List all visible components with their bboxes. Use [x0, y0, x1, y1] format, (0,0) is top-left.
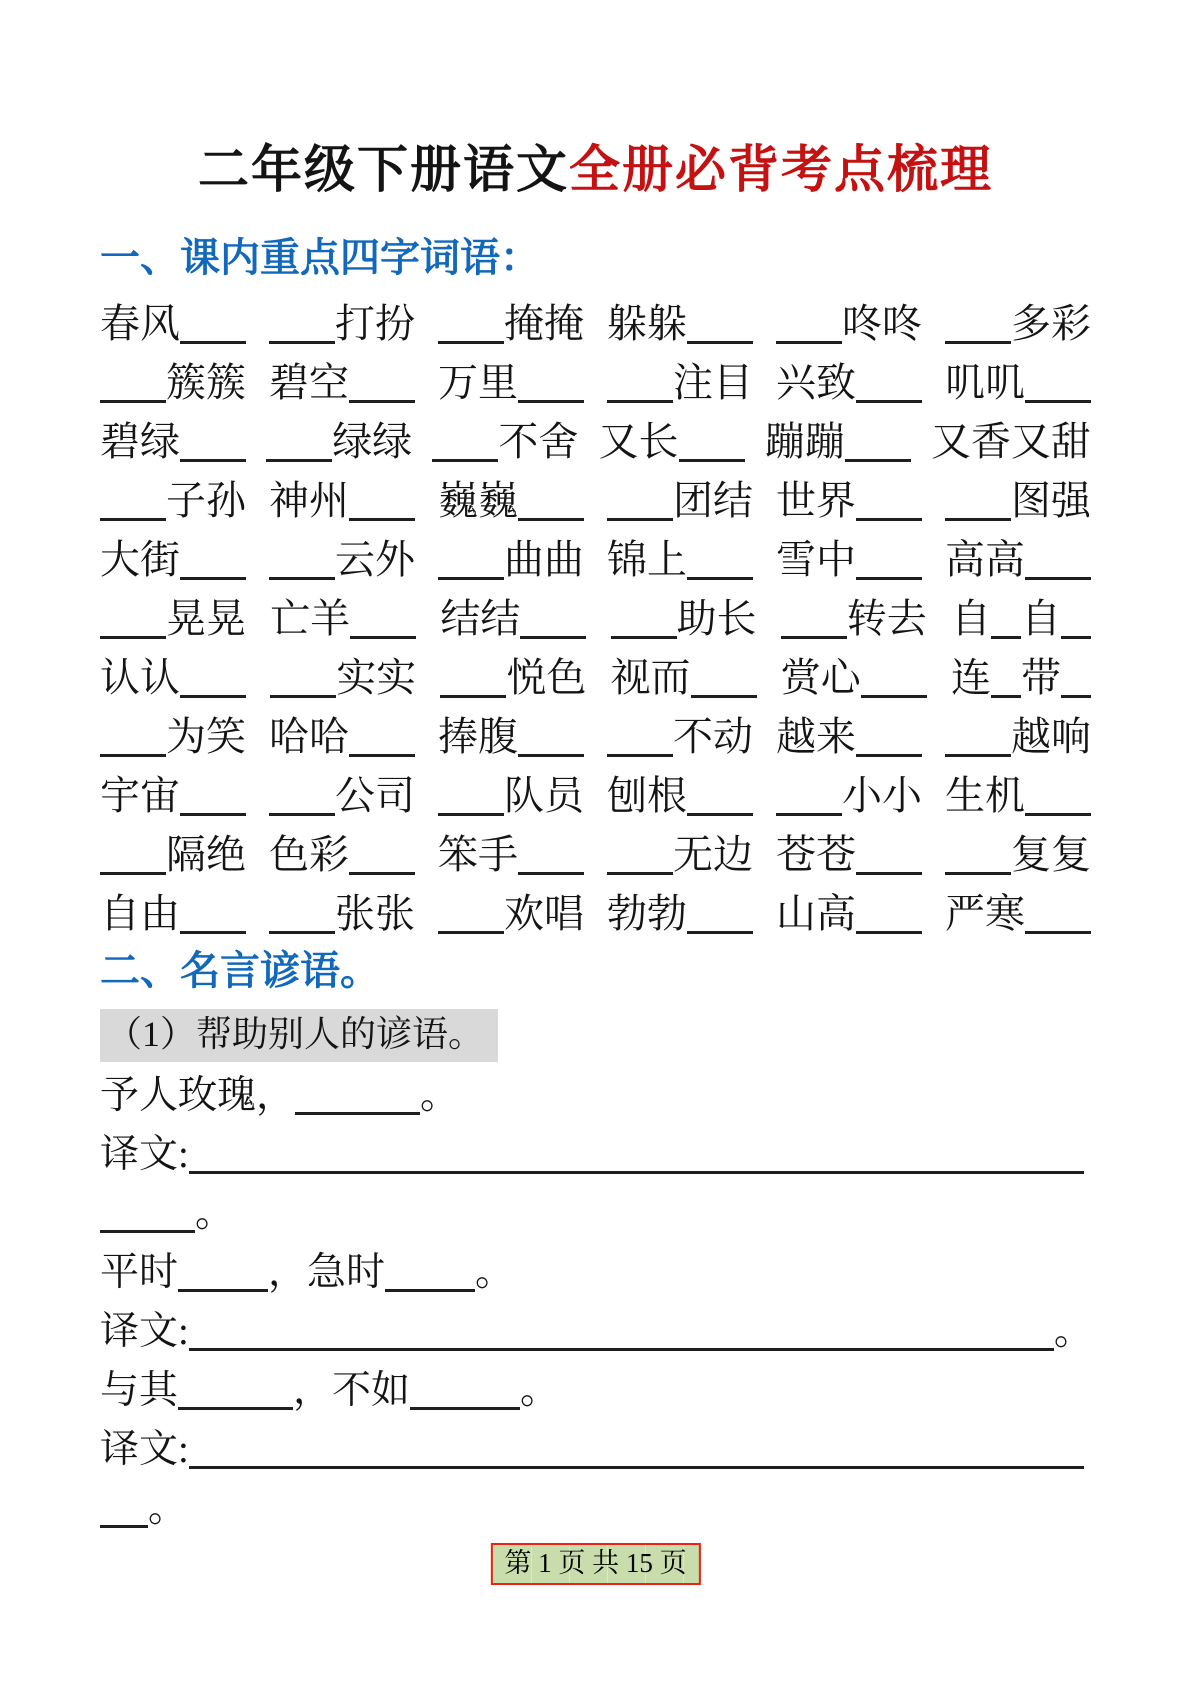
text-fragment: 队员: [504, 773, 584, 818]
page-footer-badge: [490, 1543, 700, 1585]
text-fragment: 绿绿: [332, 419, 413, 464]
blank-line: [687, 806, 753, 816]
page-title-black-part: 二年级下册语文: [197, 141, 569, 200]
word-cell: [945, 530, 1091, 589]
blank-line: [269, 924, 335, 934]
blank-line: [861, 688, 927, 698]
text-fragment: 笨手: [438, 832, 518, 877]
word-cell: [100, 825, 246, 884]
text-fragment: 兴致: [776, 360, 856, 405]
text-fragment: 锦上: [607, 537, 687, 582]
blank-line: [180, 688, 246, 698]
word-cell: [607, 707, 753, 766]
blank-line: [845, 452, 911, 462]
blank-line: [856, 747, 922, 757]
translation-line-2: [100, 1302, 1091, 1361]
blank-line: [945, 747, 1011, 757]
word-cell: [100, 884, 246, 943]
translation-line-3: [100, 1420, 1091, 1479]
word-cell: [266, 412, 412, 471]
text-fragment: 苍苍: [776, 832, 856, 877]
word-cell: [269, 707, 415, 766]
blank-line: [438, 334, 504, 344]
text-fragment: 欢唱: [504, 891, 584, 936]
text-fragment: 小小: [842, 773, 922, 818]
text-fragment: 连: [950, 655, 991, 700]
text-fragment: 予人玫瑰，: [100, 1073, 296, 1117]
word-cell: [438, 766, 584, 825]
word-cell: [440, 648, 586, 707]
text-fragment: 山高: [776, 891, 856, 936]
blank-line: [1061, 629, 1091, 639]
word-cell: [776, 294, 922, 353]
text-fragment: 高高: [945, 537, 1025, 582]
blank-line: [1025, 806, 1091, 816]
word-cell: [776, 707, 922, 766]
text-fragment: 不舍: [498, 419, 579, 464]
blank-line: [518, 511, 584, 521]
word-cell: [781, 648, 927, 707]
word-cell: [438, 530, 584, 589]
page-title-red-part: 全册必背考点梳理: [569, 141, 994, 200]
proverb-fill-in-lines: [100, 1066, 1091, 1538]
translation-line-1-continued: [100, 1184, 1091, 1243]
word-cell: [100, 707, 246, 766]
text-fragment: 。: [420, 1073, 460, 1117]
text-fragment: 。: [148, 1486, 188, 1530]
word-cell: [438, 884, 584, 943]
word-cell: [607, 471, 753, 530]
word-cell: [438, 294, 584, 353]
word-cell: [776, 530, 922, 589]
word-cell: [432, 412, 578, 471]
proverb-line-1: [100, 1066, 1091, 1125]
blank-line: [269, 334, 335, 344]
blank-line: [432, 452, 498, 462]
word-cell: [100, 589, 246, 648]
word-cell: [776, 471, 922, 530]
word-cell: [438, 471, 584, 530]
text-fragment: 隔绝: [166, 832, 246, 877]
text-fragment: 自由: [100, 891, 180, 936]
text-fragment: 自: [1020, 596, 1061, 641]
word-cell: [607, 530, 753, 589]
text-fragment: 无边: [673, 832, 753, 877]
text-fragment: 亡羊: [270, 596, 351, 641]
text-fragment: 捧腹: [438, 714, 518, 759]
word-cell: [438, 707, 584, 766]
word-row-11: [100, 884, 1091, 943]
text-fragment: 带: [1020, 655, 1061, 700]
blank-line: [269, 806, 335, 816]
word-row-10: [100, 825, 1091, 884]
word-cell: [100, 353, 246, 412]
word-cell: [440, 589, 586, 648]
text-fragment: 子孙: [166, 478, 246, 523]
word-row-1: [100, 294, 1091, 353]
blank-line: [295, 1105, 420, 1115]
text-fragment: 实实: [336, 655, 417, 700]
blank-line: [349, 747, 415, 757]
section2-heading: 二、名言谚语。: [100, 948, 380, 994]
text-fragment: 碧绿: [100, 419, 180, 464]
blank-line: [100, 1518, 148, 1528]
blank-line: [270, 688, 336, 698]
blank-line: [991, 688, 1021, 698]
blank-line: [349, 511, 415, 521]
blank-line: [180, 452, 246, 462]
text-fragment: 簇簇: [166, 360, 246, 405]
text-fragment: 译文:: [100, 1132, 189, 1176]
text-fragment: 助长: [676, 596, 757, 641]
word-cell: [100, 471, 246, 530]
word-cell: [945, 884, 1091, 943]
text-fragment: 与其: [100, 1368, 179, 1412]
page-title: [100, 0, 1091, 202]
word-cell: [951, 589, 1091, 648]
blank-line: [518, 865, 584, 875]
word-cell: [100, 766, 246, 825]
blank-line: [945, 865, 1011, 875]
word-cell: [611, 648, 757, 707]
subsection1-label: （1）帮助别人的谚语。: [100, 1009, 498, 1062]
text-fragment: 勃勃: [607, 891, 687, 936]
word-cell: [269, 471, 415, 530]
text-fragment: 雪中: [776, 537, 856, 582]
word-cell: [100, 412, 246, 471]
translation-line-3-continued: [100, 1479, 1091, 1538]
blank-line: [1061, 688, 1091, 698]
text-fragment: 赏心: [780, 655, 861, 700]
word-row-2: [100, 353, 1091, 412]
blank-line: [438, 806, 504, 816]
text-fragment: 云外: [335, 537, 415, 582]
blank-line: [1025, 924, 1091, 934]
text-fragment: 视而: [610, 655, 691, 700]
word-row-3: [100, 412, 1091, 471]
text-fragment: 叽叽: [945, 360, 1025, 405]
text-fragment: 哈哈: [269, 714, 349, 759]
blank-line: [100, 393, 166, 403]
text-fragment: 又长: [598, 419, 679, 464]
text-fragment: 生机: [945, 773, 1025, 818]
word-cell: [100, 648, 246, 707]
blank-line: [189, 1164, 1084, 1174]
translation-line-1: [100, 1125, 1091, 1184]
text-fragment: 平时: [100, 1250, 179, 1294]
word-row-6: [100, 589, 1091, 648]
blank-line: [349, 865, 415, 875]
blank-line: [776, 806, 842, 816]
text-fragment: 大街: [100, 537, 180, 582]
word-cell: [100, 294, 246, 353]
section1-heading: 一、课内重点四字词语：: [100, 235, 540, 281]
blank-line: [189, 1341, 1054, 1351]
blank-line: [679, 452, 745, 462]
proverb-line-3: [100, 1361, 1091, 1420]
word-cell: [269, 825, 415, 884]
text-fragment: 巍巍: [438, 478, 518, 523]
word-row-8: [100, 707, 1091, 766]
blank-line: [518, 393, 584, 403]
text-fragment: 打扮: [335, 301, 415, 346]
blank-line: [607, 511, 673, 521]
word-cell: [270, 589, 416, 648]
blank-line: [178, 1400, 293, 1410]
blank-line: [856, 393, 922, 403]
blank-line: [100, 1223, 195, 1233]
text-fragment: 译文:: [100, 1427, 189, 1471]
word-cell: [269, 766, 415, 825]
text-fragment: 。: [520, 1368, 560, 1412]
word-cell: [945, 766, 1091, 825]
text-fragment: 转去: [846, 596, 927, 641]
word-row-7: [100, 648, 1091, 707]
blank-line: [691, 688, 757, 698]
text-fragment: 自: [950, 596, 991, 641]
blank-line: [385, 1282, 475, 1292]
word-row-4: [100, 471, 1091, 530]
blank-line: [180, 924, 246, 934]
blank-line: [1025, 570, 1091, 580]
text-fragment: 。: [1053, 1309, 1093, 1353]
blank-line: [266, 452, 332, 462]
text-fragment: 碧空: [269, 360, 349, 405]
blank-line: [350, 629, 416, 639]
word-cell: [611, 589, 757, 648]
blank-line: [520, 629, 586, 639]
word-cell: [269, 353, 415, 412]
text-fragment: 张张: [335, 891, 415, 936]
blank-line: [440, 688, 506, 698]
word-cell: [100, 530, 246, 589]
word-row-5: [100, 530, 1091, 589]
word-cell: [607, 825, 753, 884]
blank-line: [856, 865, 922, 875]
word-cell: [607, 884, 753, 943]
text-fragment: 万里: [438, 360, 518, 405]
blank-line: [438, 924, 504, 934]
blank-line: [607, 393, 673, 403]
blank-line: [410, 1400, 520, 1410]
blank-line: [1025, 393, 1091, 403]
text-fragment: 春风: [100, 301, 180, 346]
text-fragment: ，不如: [293, 1368, 411, 1412]
word-cell: [931, 412, 1091, 471]
page-content: [100, 0, 1091, 1538]
text-fragment: 多彩: [1011, 301, 1091, 346]
four-character-word-grid: [100, 294, 1091, 943]
text-fragment: 结结: [440, 596, 521, 641]
word-cell: [781, 589, 927, 648]
blank-line: [945, 511, 1011, 521]
blank-line: [945, 334, 1011, 344]
blank-line: [856, 570, 922, 580]
word-cell: [776, 825, 922, 884]
text-fragment: 认认: [100, 655, 180, 700]
text-fragment: 咚咚: [842, 301, 922, 346]
blank-line: [269, 570, 335, 580]
text-fragment: 又香又甜: [930, 419, 1091, 464]
text-fragment: 。: [195, 1191, 235, 1235]
blank-line: [100, 865, 166, 875]
blank-line: [180, 334, 246, 344]
word-cell: [438, 825, 584, 884]
blank-line: [607, 747, 673, 757]
blank-line: [611, 629, 677, 639]
word-cell: [269, 294, 415, 353]
word-cell: [776, 353, 922, 412]
word-cell: [951, 648, 1091, 707]
word-cell: [945, 825, 1091, 884]
word-cell: [607, 353, 753, 412]
blank-line: [100, 511, 166, 521]
word-cell: [945, 471, 1091, 530]
text-fragment: 不动: [673, 714, 753, 759]
text-fragment: 越来: [776, 714, 856, 759]
word-cell: [607, 294, 753, 353]
text-fragment: 复复: [1011, 832, 1091, 877]
blank-line: [100, 629, 166, 639]
text-fragment: 越响: [1011, 714, 1091, 759]
word-row-9: [100, 766, 1091, 825]
text-fragment: 掩掩: [504, 301, 584, 346]
text-fragment: 蹦蹦: [764, 419, 845, 464]
blank-line: [856, 924, 922, 934]
word-cell: [269, 884, 415, 943]
text-fragment: 团结: [673, 478, 753, 523]
proverb-line-2: [100, 1243, 1091, 1302]
text-fragment: 色彩: [269, 832, 349, 877]
word-cell: [607, 766, 753, 825]
blank-line: [687, 924, 753, 934]
blank-line: [856, 511, 922, 521]
blank-line: [189, 1459, 1084, 1469]
word-cell: [945, 353, 1091, 412]
page-footer-text: 第 1 页 共 15 页: [504, 1548, 687, 1578]
word-cell: [945, 707, 1091, 766]
blank-line: [687, 570, 753, 580]
blank-line: [607, 865, 673, 875]
blank-line: [100, 747, 166, 757]
text-fragment: 图强: [1011, 478, 1091, 523]
blank-line: [438, 570, 504, 580]
text-fragment: 为笑: [166, 714, 246, 759]
word-cell: [765, 412, 911, 471]
word-cell: [599, 412, 745, 471]
text-fragment: 。: [475, 1250, 515, 1294]
word-cell: [269, 530, 415, 589]
blank-line: [349, 393, 415, 403]
text-fragment: 译文:: [100, 1309, 189, 1353]
text-fragment: ，急时: [268, 1250, 386, 1294]
text-fragment: 晃晃: [166, 596, 246, 641]
blank-line: [178, 1282, 268, 1292]
blank-line: [180, 570, 246, 580]
text-fragment: 注目: [673, 360, 753, 405]
blank-line: [991, 629, 1021, 639]
blank-line: [518, 747, 584, 757]
blank-line: [180, 806, 246, 816]
word-cell: [945, 294, 1091, 353]
word-cell: [776, 766, 922, 825]
text-fragment: 宇宙: [100, 773, 180, 818]
blank-line: [776, 334, 842, 344]
text-fragment: 刨根: [607, 773, 687, 818]
text-fragment: 躲躲: [607, 301, 687, 346]
blank-line: [781, 629, 847, 639]
blank-line: [687, 334, 753, 344]
word-cell: [438, 353, 584, 412]
text-fragment: 神州: [269, 478, 349, 523]
text-fragment: 悦色: [506, 655, 587, 700]
word-cell: [270, 648, 416, 707]
text-fragment: 严寒: [945, 891, 1025, 936]
text-fragment: 公司: [335, 773, 415, 818]
text-fragment: 曲曲: [504, 537, 584, 582]
text-fragment: 世界: [776, 478, 856, 523]
word-cell: [776, 884, 922, 943]
